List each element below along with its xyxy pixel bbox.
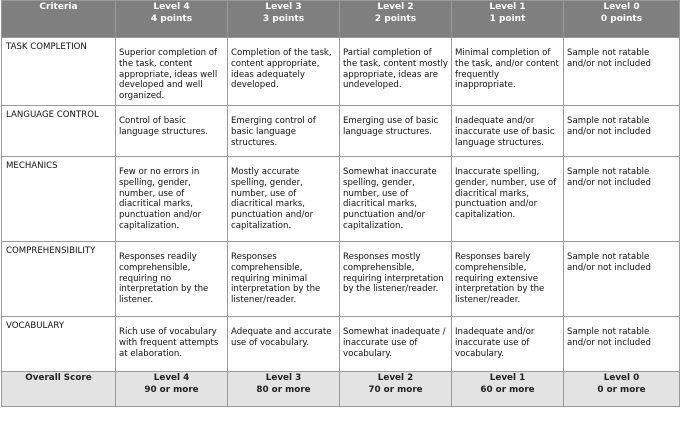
cell-text: Minimal completion of the task, and/or content frequently inappropriate. <box>455 48 559 91</box>
header-row <box>2 1 680 38</box>
cell-comprehensibility-level-0 <box>564 242 680 317</box>
overall-level-4 <box>116 372 228 407</box>
cell-task-level-3 <box>228 38 340 106</box>
cell-language-level-0 <box>564 106 680 157</box>
cell-text: Sample not ratable and/or not included <box>567 48 651 69</box>
criterion-label: LANGUAGE CONTROL <box>6 110 99 120</box>
cell-text: Responses barely comprehensible, requiring extensive interpretation by the listener/reader. <box>455 252 545 306</box>
cell-mechanics-level-4 <box>116 157 228 242</box>
row-vocabulary <box>2 317 680 372</box>
overall-score-label: Overall Score <box>2 372 116 407</box>
cell-text: Mostly accurate spelling, gender, number, use of diacritical marks, punctuation and/or capitalization. <box>231 167 314 231</box>
cell-text: Inaccurate spelling, gender, number, use of diacritical marks, punctuation and/or capitalization. <box>455 167 557 221</box>
cell-text: Inadequate and/or inaccurate use of vocabulary. <box>455 327 535 359</box>
cell-text: Somewhat inadequate / inaccurate use of vocabulary. <box>343 327 446 359</box>
level-1-header <box>452 1 564 38</box>
level-4-title: Level 4 <box>153 2 190 12</box>
row-task-completion <box>2 38 680 106</box>
overall-level-3-title: Level 3 <box>265 373 302 383</box>
cell-language-level-2 <box>340 106 452 157</box>
overall-level-2 <box>340 372 452 407</box>
row-language-control <box>2 106 680 157</box>
row-comprehensibility <box>2 242 680 317</box>
cell-text: Sample not ratable and/or not included <box>567 116 651 137</box>
cell-text: Adequate and accurate use of vocabulary. <box>231 327 332 348</box>
cell-text: Sample not ratable and/or not included <box>567 327 651 348</box>
cell-vocabulary-level-1 <box>452 317 564 372</box>
overall-level-1-title: Level 1 <box>489 373 526 383</box>
overall-level-2-score: 70 or more <box>368 385 423 395</box>
level-0-title: Level 0 <box>603 2 640 12</box>
rubric-table <box>1 0 680 407</box>
cell-mechanics-level-3 <box>228 157 340 242</box>
overall-level-0-title: Level 0 <box>603 373 640 383</box>
cell-text: Responses readily comprehensible, requiring no interpretation by the listener. <box>119 252 209 306</box>
level-1-points: 1 point <box>489 14 526 24</box>
cell-vocabulary-level-3 <box>228 317 340 372</box>
cell-text: Emerging use of basic language structures. <box>343 116 439 137</box>
cell-task-level-2 <box>340 38 452 106</box>
level-4-header <box>116 1 228 38</box>
overall-level-0 <box>564 372 680 407</box>
cell-text: Inadequate and/or inaccurate use of basic language structures. <box>455 116 555 148</box>
overall-level-3 <box>228 372 340 407</box>
overall-score-row <box>2 372 680 407</box>
cell-text: Sample not ratable and/or not included <box>567 167 651 188</box>
cell-comprehensibility-level-3 <box>228 242 340 317</box>
cell-language-level-4 <box>116 106 228 157</box>
cell-text: Somewhat inaccurate spelling, gender, number, use of diacritical marks, punctuation and/or capitalization. <box>343 167 437 231</box>
cell-vocabulary-level-0 <box>564 317 680 372</box>
level-4-points: 4 points <box>150 14 193 24</box>
criterion-label: TASK COMPLETION <box>6 42 87 52</box>
criterion-language-control <box>2 106 116 157</box>
row-mechanics <box>2 157 680 242</box>
overall-level-4-score: 90 or more <box>144 385 199 395</box>
cell-text: Sample not ratable and/or not included <box>567 252 651 273</box>
level-0-points: 0 points <box>600 14 643 24</box>
cell-text: Responses comprehensible, requiring minimal interpretation by the listener/reader. <box>231 252 321 306</box>
overall-level-4-title: Level 4 <box>153 373 190 383</box>
cell-text: Emerging control of basic language structures. <box>231 116 316 148</box>
level-2-header <box>340 1 452 38</box>
cell-comprehensibility-level-1 <box>452 242 564 317</box>
level-1-title: Level 1 <box>489 2 526 12</box>
cell-text: Rich use of vocabulary with frequent attempts at elaboration. <box>119 327 219 359</box>
cell-text: Partial completion of the task, content mostly appropriate, ideas are undeveloped. <box>343 48 448 91</box>
cell-mechanics-level-0 <box>564 157 680 242</box>
cell-mechanics-level-1 <box>452 157 564 242</box>
cell-text: Superior completion of the task, content appropriate, ideas well developed and well organized. <box>119 48 218 102</box>
criterion-label: COMPREHENSIBILITY <box>6 246 96 256</box>
overall-level-3-score: 80 or more <box>256 385 311 395</box>
cell-mechanics-level-2 <box>340 157 452 242</box>
cell-language-level-3 <box>228 106 340 157</box>
criterion-vocabulary <box>2 317 116 372</box>
overall-level-2-title: Level 2 <box>377 373 414 383</box>
criterion-label: MECHANICS <box>6 161 58 171</box>
cell-task-level-4 <box>116 38 228 106</box>
cell-text: Completion of the task, content appropriate, ideas adequately developed. <box>231 48 332 91</box>
level-3-title: Level 3 <box>265 2 302 12</box>
criterion-comprehensibility <box>2 242 116 317</box>
level-2-title: Level 2 <box>377 2 414 12</box>
level-0-header <box>564 1 680 38</box>
level-3-points: 3 points <box>262 14 305 24</box>
cell-task-level-1 <box>452 38 564 106</box>
overall-level-1-score: 60 or more <box>480 385 535 395</box>
overall-level-0-score: 0 or more <box>597 385 646 395</box>
cell-comprehensibility-level-2 <box>340 242 452 317</box>
overall-level-1 <box>452 372 564 407</box>
cell-text: Control of basic language structures. <box>119 116 208 137</box>
level-2-points: 2 points <box>374 14 417 24</box>
criterion-label: VOCABULARY <box>6 321 65 331</box>
criterion-mechanics <box>2 157 116 242</box>
cell-comprehensibility-level-4 <box>116 242 228 317</box>
criterion-task-completion <box>2 38 116 106</box>
cell-vocabulary-level-4 <box>116 317 228 372</box>
cell-text: Few or no errors in spelling, gender, number, use of diacritical marks, punctuation and/or capitalization. <box>119 167 202 231</box>
criteria-header: Criteria <box>2 1 116 38</box>
cell-language-level-1 <box>452 106 564 157</box>
cell-text: Responses mostly comprehensible, requiring interpretation by the listener/reader. <box>343 252 444 295</box>
level-3-header <box>228 1 340 38</box>
cell-task-level-0 <box>564 38 680 106</box>
cell-vocabulary-level-2 <box>340 317 452 372</box>
